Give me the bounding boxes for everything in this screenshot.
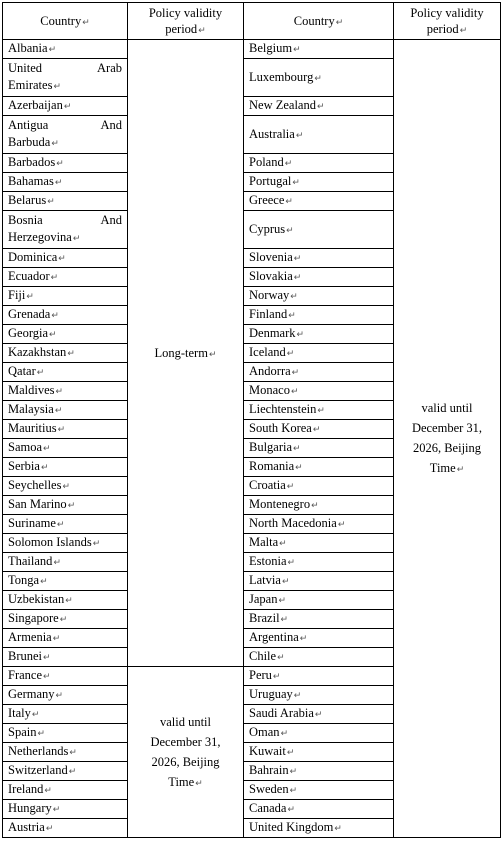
country-cell: Bulgaria↵ <box>244 439 394 458</box>
country-cell: Antigua And Barbuda↵ <box>3 116 128 154</box>
country-cell: Sweden↵ <box>244 781 394 800</box>
country-cell: Liechtenstein↵ <box>244 401 394 420</box>
country-cell: Bosnia And Herzegovina↵ <box>3 211 128 249</box>
country-cell: Mauritius↵ <box>3 420 128 439</box>
country-cell: Japan↵ <box>244 591 394 610</box>
country-cell: Singapore↵ <box>3 610 128 629</box>
country-cell: United Kingdom↵ <box>244 819 394 838</box>
country-cell: Montenegro↵ <box>244 496 394 515</box>
country-cell: Samoa↵ <box>3 439 128 458</box>
country-cell: Oman↵ <box>244 724 394 743</box>
country-cell: Brazil↵ <box>244 610 394 629</box>
country-cell: Estonia↵ <box>244 553 394 572</box>
country-cell: Canada↵ <box>244 800 394 819</box>
period-long-term: Long-term↵ <box>128 40 244 667</box>
country-cell: Peru↵ <box>244 667 394 686</box>
country-cell: Saudi Arabia↵ <box>244 705 394 724</box>
country-cell: Fiji↵ <box>3 287 128 306</box>
country-cell: Grenada↵ <box>3 306 128 325</box>
country-cell: Bahamas↵ <box>3 173 128 192</box>
country-cell: Monaco↵ <box>244 382 394 401</box>
country-cell: Andorra↵ <box>244 363 394 382</box>
country-cell: Iceland↵ <box>244 344 394 363</box>
table-row <box>3 40 501 59</box>
country-cell: Belarus↵ <box>3 192 128 211</box>
country-cell: Ecuador↵ <box>3 268 128 287</box>
country-cell: North Macedonia↵ <box>244 515 394 534</box>
country-cell: Croatia↵ <box>244 477 394 496</box>
country-cell: Serbia↵ <box>3 458 128 477</box>
country-cell: Chile↵ <box>244 648 394 667</box>
country-cell: Albania↵ <box>3 40 128 59</box>
country-cell: Malaysia↵ <box>3 401 128 420</box>
country-cell: Suriname↵ <box>3 515 128 534</box>
country-cell: Azerbaijan↵ <box>3 97 128 116</box>
country-cell: Solomon Islands↵ <box>3 534 128 553</box>
country-cell: Seychelles↵ <box>3 477 128 496</box>
country-cell: South Korea↵ <box>244 420 394 439</box>
country-cell: Barbados↵ <box>3 154 128 173</box>
country-cell: Bahrain↵ <box>244 762 394 781</box>
country-cell: Kuwait↵ <box>244 743 394 762</box>
country-cell: Italy↵ <box>3 705 128 724</box>
country-cell: Ireland↵ <box>3 781 128 800</box>
country-cell: Hungary↵ <box>3 800 128 819</box>
country-cell: Brunei↵ <box>3 648 128 667</box>
country-cell: Finland↵ <box>244 306 394 325</box>
country-cell: Uzbekistan↵ <box>3 591 128 610</box>
country-cell: Malta↵ <box>244 534 394 553</box>
header-country-left: Country↵ <box>3 3 128 40</box>
country-cell: Qatar↵ <box>3 363 128 382</box>
country-cell: Tonga↵ <box>3 572 128 591</box>
visa-free-policy-table <box>2 2 501 838</box>
country-cell: Romania↵ <box>244 458 394 477</box>
country-cell: Luxembourg↵ <box>244 59 394 97</box>
country-cell: United Arab Emirates↵ <box>3 59 128 97</box>
country-cell: Latvia↵ <box>244 572 394 591</box>
country-cell: Greece↵ <box>244 192 394 211</box>
period-valid-until-left: valid until December 31, 2026, Beijing Time↵ <box>128 667 244 838</box>
country-cell: Dominica↵ <box>3 249 128 268</box>
country-cell: San Marino↵ <box>3 496 128 515</box>
header-country-right: Country↵ <box>244 3 394 40</box>
country-cell: Kazakhstan↵ <box>3 344 128 363</box>
country-cell: Austria↵ <box>3 819 128 838</box>
country-cell: Argentina↵ <box>244 629 394 648</box>
country-cell: Spain↵ <box>3 724 128 743</box>
header-period-left: Policy validity period↵ <box>128 3 244 40</box>
country-cell: Denmark↵ <box>244 325 394 344</box>
country-cell: Australia↵ <box>244 116 394 154</box>
country-cell: Thailand↵ <box>3 553 128 572</box>
country-cell: Germany↵ <box>3 686 128 705</box>
country-cell: Netherlands↵ <box>3 743 128 762</box>
country-cell: New Zealand↵ <box>244 97 394 116</box>
country-cell: Switzerland↵ <box>3 762 128 781</box>
country-cell: Portugal↵ <box>244 173 394 192</box>
country-cell: Slovenia↵ <box>244 249 394 268</box>
country-cell: Poland↵ <box>244 154 394 173</box>
country-cell: Belgium↵ <box>244 40 394 59</box>
header-row <box>3 3 501 40</box>
country-cell: Slovakia↵ <box>244 268 394 287</box>
header-period-right: Policy validity period↵ <box>394 3 501 40</box>
country-cell: Maldives↵ <box>3 382 128 401</box>
period-valid-until-right: valid until December 31, 2026, Beijing Time↵ <box>394 40 501 838</box>
country-cell: Georgia↵ <box>3 325 128 344</box>
country-cell: Norway↵ <box>244 287 394 306</box>
country-cell: Cyprus↵ <box>244 211 394 249</box>
country-cell: France↵ <box>3 667 128 686</box>
country-cell: Armenia↵ <box>3 629 128 648</box>
country-cell: Uruguay↵ <box>244 686 394 705</box>
